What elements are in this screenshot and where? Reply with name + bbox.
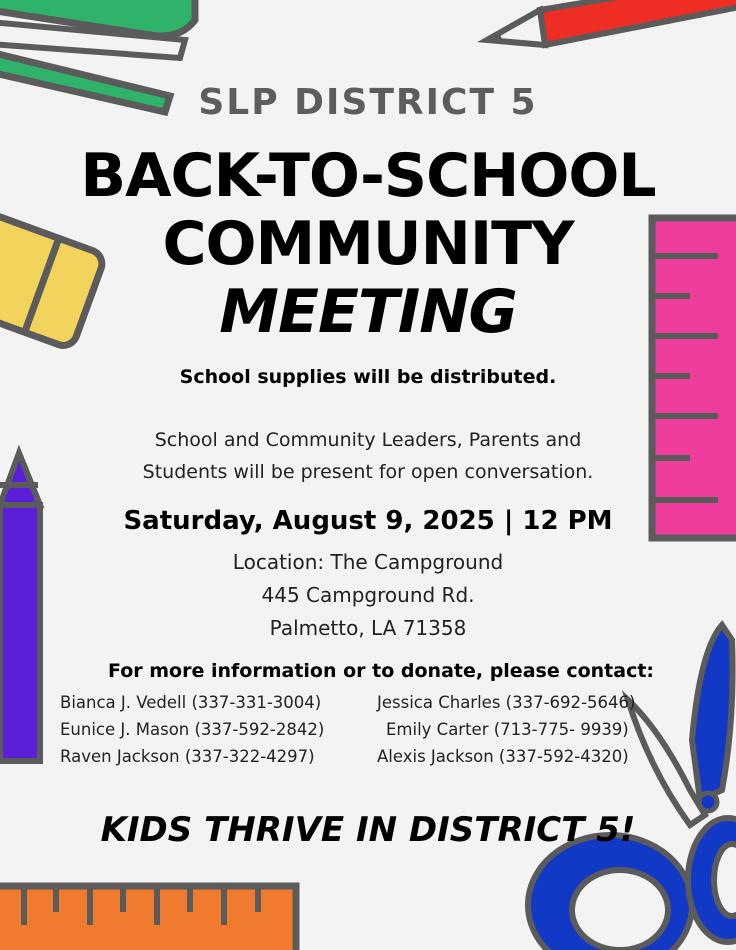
location-city: Palmetto, LA 71358 <box>269 616 467 640</box>
ruler-icon <box>0 886 296 950</box>
location-name: Location: The Campground <box>232 550 504 574</box>
title-line-3: MEETING <box>219 277 517 347</box>
contact-heading: For more information or to donate, please contact: <box>108 660 655 682</box>
location-street: 445 Campground Rd. <box>261 583 475 607</box>
contact-right-3: Alexis Jackson (337-592-4320) <box>377 747 629 766</box>
description-line-2: Students will be present for open conversation. <box>142 461 594 483</box>
supplies-note: School supplies will be distributed. <box>179 366 557 388</box>
contact-left-1: Bianca J. Vedell (337-331-3004) <box>60 693 322 712</box>
crayon-icon <box>0 453 40 761</box>
tagline: KIDS THRIVE IN DISTRICT 5! <box>100 810 636 850</box>
contact-left-3: Raven Jackson (337-322-4297) <box>60 747 315 766</box>
district-heading: SLP DISTRICT 5 <box>198 82 538 123</box>
pencil-icon <box>487 0 736 45</box>
event-date-time: Saturday, August 9, 2025 | 12 PM <box>123 506 613 536</box>
title-line-1: BACK-TO-SCHOOL <box>80 141 656 211</box>
contact-right-2: Emily Carter (713-775- 9939) <box>386 720 629 739</box>
title-line-2: COMMUNITY <box>162 209 574 279</box>
contact-right-1: Jessica Charles (337-692-5646) <box>377 693 636 712</box>
description-line-1: School and Community Leaders, Parents and <box>154 429 582 451</box>
contact-left-2: Eunice J. Mason (337-592-2842) <box>60 720 325 739</box>
